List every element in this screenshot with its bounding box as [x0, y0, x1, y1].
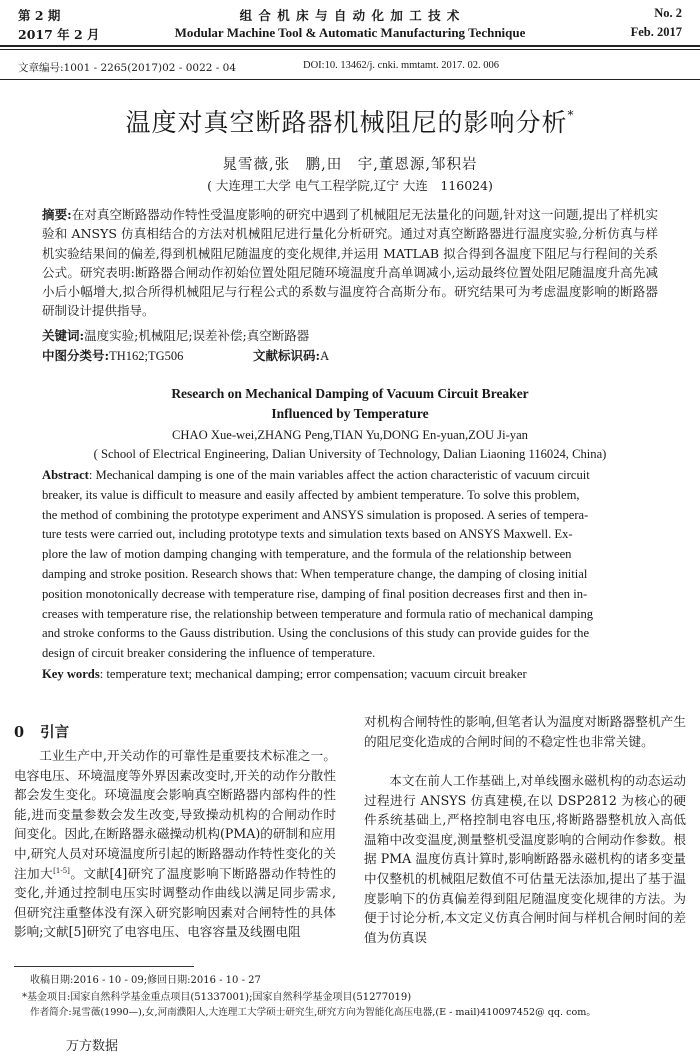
abstract-en-label: Abstract	[42, 468, 89, 482]
document-code-label: 文献标识码:	[253, 348, 321, 363]
keywords-en-label: Key words	[42, 667, 100, 681]
section-title: 引言	[40, 724, 70, 741]
affiliation-cn: ( 大连理工大学 电气工程学院,辽宁 大连 116024)	[207, 178, 493, 193]
issue-cn: 第 2 期	[18, 8, 61, 23]
document-code	[253, 346, 329, 366]
journal-name-cn: 组 合 机 床 与 自 动 化 加 工 技 术	[239, 8, 461, 23]
intro-paragraph-right-2: 本文在前人工作基础上,对单线圈永磁机构的动态运动过程进行 ANSYS 仿真建模,在以 DSP2812 为核心的硬件系统基础上,严格控制电容电压,将断路器整机放入高低温箱中改变温度,测量整机受温度影响的合闸动作参数。根据 PMA 温度仿真计算时,影响断路器永磁机构的诸多变量中仅整机的机械阻尼数值不可估量无法添加,提出了基于温度影响下的仿真偏差得到阻尼随温度变化规律的方法。为便于讨论分析,本文定义仿真合闸时间与样机合闸时间的差值为仿真误	[364, 773, 686, 945]
date-en: Feb. 2017	[630, 25, 682, 39]
issue-en: No. 2	[654, 6, 682, 20]
authors-en: CHAO Xue-wei,ZHANG Peng,TIAN Yu,DONG En-yuan,ZOU Ji-yan	[172, 428, 528, 442]
fund-mark: *	[22, 992, 27, 1003]
section-number: 0	[14, 724, 25, 741]
footnote-received: 收稿日期:2016 - 10 - 09;修回日期:2016 - 10 - 27	[30, 975, 261, 986]
footnote-author: 作者简介:晁雪薇(1990—),女,河南濮阳人,大连理工大学硕士研究生,研究方向为智能化高压电器,(E - mail)410097452@ qq. com。	[30, 1007, 596, 1018]
section-heading	[14, 721, 69, 742]
classification	[42, 346, 183, 366]
keywords-cn	[42, 326, 658, 345]
abstract-en-line: position monotonically decrease with temperature rise, damping of final position decreases first and then in-	[42, 586, 588, 601]
footnote-fund	[22, 988, 411, 1003]
date-cn: 2017 年 2 月	[18, 27, 100, 42]
abstract-en-line: the method of combining the prototype experiment and ANSYS simulation is proposed. A series of tempera-	[42, 507, 589, 522]
keywords-cn-label: 关键词:	[42, 328, 85, 343]
abstract-en-line: breaker, its value is difficult to measure and easily affected by ambient temperature. To solve this problem,	[42, 487, 580, 502]
title-cn-text: 温度对真空断路器机械阻尼的影响分析	[125, 108, 568, 137]
intro-paragraph-right-1: 对机构合闸特性的影响,但笔者认为温度对断路器整机产生的阻尼变化造成的合闸时间的不稳定性也非常关键。	[364, 714, 686, 749]
article-number: 文章编号:1001 - 2265(2017)02 - 0022 - 04	[18, 62, 237, 74]
classification-label: 中图分类号:	[42, 348, 110, 363]
abstract-cn-text: 在对真空断路器动作特性受温度影响的研究中遇到了机械阻尼无法量化的问题,针对这一问题,提出了样机实验和 ANSYS 仿真相结合的方法对机械阻尼进行量化分析研究。通过对真空断路器进行温度实验,分析仿真与样机实验结果间的偏差,得到机械阻尼随温度的变化规律,并运用 MATLAB 拟合得到各温度下阻尼与行程间的关系公式。研究表明:断路器合闸动作初始位置处阻尼随环境温度升高单调减小,运动最终位置处阻尼随温度升高先减小后小幅增大,拟合所得机械阻尼与行程公式的系数与温度符合高斯分布。研究结果可为考虑温度影响的断路器研制设计提供指导。	[42, 207, 658, 319]
abstract-en-line: creases with temperature rise, the relationship between temperature and formula ratio of mechanical damping	[42, 606, 594, 621]
intro-paragraph-left: 工业生产中,开关动作的可靠性是重要技术标准之一。电容电压、环境温度等外界因素改变时,开关的动作分散性都会发生变化。环境温度会影响真空断路器内部构件的性能,进而变量参数会发生改变,导致操动机构的合闸动作时间变化。因此,在断路器永磁操动机构(PMA)的研制和应用中,研究人员对环境温度所引起的断路器动作特性变化的关注加大[1-5]。文献[4]研究了温度影响下断路器动作特性的变化,并通过控制电压实时调整动作曲线以满足同步需求,但研究注重整体没有深入研究影响因素对合闸特性的具体影响;文献[5]研究了电容电压、电容容量及线圈电阻	[14, 748, 337, 940]
affiliation-en: ( School of Electrical Engineering, Dalian University of Technology, Dalian Liaoning 116024, China)	[93, 447, 607, 461]
abstract-en-line: design of circuit breaker considering the influence of temperature.	[42, 646, 376, 661]
abstract-en-line: damping and stroke position. Research shows that: When temperature change, the damping of closing initial	[42, 566, 588, 581]
document-code-value: A	[320, 349, 330, 363]
title-en-line1: Research on Mechanical Damping of Vacuum Circuit Breaker	[171, 386, 529, 401]
header-rule-thin	[0, 49, 700, 50]
abstract-en-line: ture tests were carried out, including prototype texts and simulation texts based on ANSYS Maxwell. Ex-	[42, 527, 573, 542]
abstract-en	[42, 466, 658, 664]
footnote-rule	[14, 966, 194, 967]
fund-text: 基金项目:国家自然科学基金重点项目(51337001);国家自然科学基金项目(51277019)	[27, 992, 412, 1003]
journal-name-en: Modular Machine Tool & Automatic Manufacturing Technique	[174, 25, 526, 40]
abstract-en-line: plore the law of motion damping changing with temperature, and the formula of the relationship between	[42, 547, 572, 562]
keywords-en-text: : temperature text; mechanical damping; error compensation; vacuum circuit breaker	[99, 667, 527, 681]
citation: [1-5]	[53, 866, 70, 875]
title-cn	[0, 103, 700, 139]
keywords-cn-text: 温度实验;机械阻尼;误差补偿;真空断路器	[84, 328, 310, 343]
header-rule	[0, 45, 700, 47]
abstract-en-line: Abstract: Mechanical damping is one of the main variables affect the action characteristic of vacuum circuit	[42, 468, 590, 482]
abstract-cn	[42, 205, 658, 321]
classification-value: TH162;TG506	[109, 349, 184, 363]
watermark: 万方数据	[66, 1039, 119, 1054]
meta-rule	[0, 79, 700, 80]
abstract-en-line: and stroke conforms to the Gauss distribution. Using the conclusions of this study can provide guides for the	[42, 626, 590, 641]
keywords-en	[42, 665, 658, 685]
authors-cn: 晁雪薇,张 鹏,田 宇,董恩源,邹积岩	[222, 157, 478, 173]
abstract-cn-label: 摘要:	[42, 207, 72, 222]
title-footnote-mark: *	[567, 108, 575, 122]
doi: DOI:10. 13462/j. cnki. mmtamt. 2017. 02. 006	[303, 60, 499, 71]
title-en-line2: Influenced by Temperature	[271, 406, 429, 421]
